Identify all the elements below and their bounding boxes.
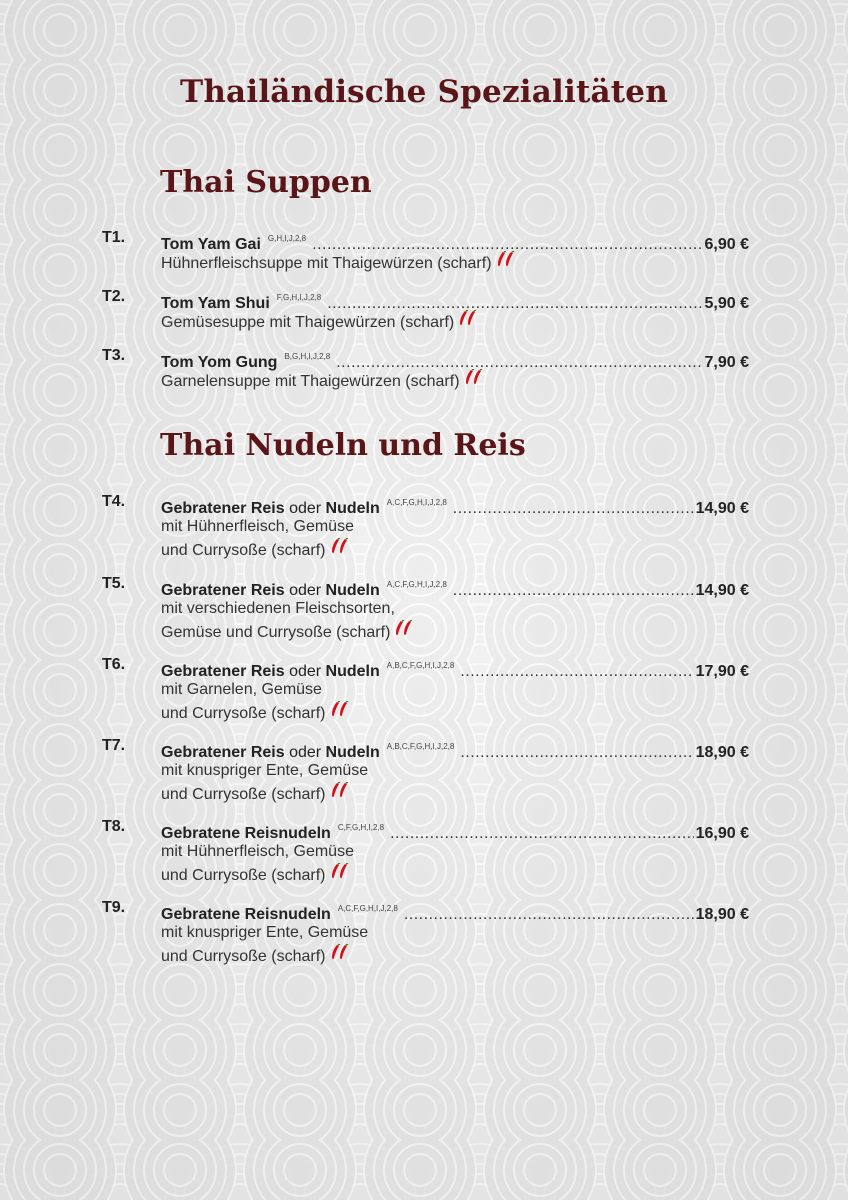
allergen-codes: F,G,H,I,J,2,8 (276, 293, 322, 302)
allergen-codes: C,F,G,H,I,2,8 (337, 823, 385, 832)
section-title-thai-nudeln-und-reis: Thai Nudeln und Reis (160, 428, 526, 463)
item-description-line: Hühnerfleischsuppe mit Thaigewürzen (scharf) (161, 255, 492, 272)
item-price: 14,90 € (695, 500, 749, 517)
item-code: T8. (102, 818, 126, 835)
item-name-part: Gebratener Reis (161, 663, 285, 680)
item-name-part: Gebratener Reis (161, 744, 285, 761)
item-code: T6. (102, 656, 126, 673)
item-name-connector: oder (289, 582, 322, 599)
allergen-codes: A,B,C,F,G,H,I,J,2,8 (386, 661, 455, 670)
chili-pepper-icon (330, 863, 352, 881)
chili-pepper-icon (330, 701, 352, 719)
chili-pepper-icon (464, 369, 486, 387)
item-description (161, 678, 581, 725)
item-description-line: und Currysoße (scharf) (161, 786, 326, 803)
item-description (161, 251, 581, 275)
allergen-codes: B,G,H,I,J,2,8 (284, 352, 331, 361)
item-price: 7,90 € (704, 354, 749, 371)
item-name: Tom Yom Gung (161, 354, 278, 371)
item-code: T4. (102, 493, 126, 510)
item-code: T2. (102, 288, 126, 305)
item-price: 14,90 € (695, 582, 749, 599)
item-name-connector: oder (289, 663, 322, 680)
item-name-connector: oder (289, 744, 322, 761)
chili-pepper-icon (458, 310, 480, 328)
chili-pepper-icon (496, 251, 518, 269)
item-description (161, 921, 581, 968)
item-description-line: und Currysoße (scharf) (161, 867, 326, 884)
allergen-codes: A,C,F,G,H,I,J,2,8 (386, 580, 447, 589)
item-code: T7. (102, 737, 126, 754)
page-title: Thailändische Spezialitäten (180, 74, 668, 110)
item-description-line: Gemüsesuppe mit Thaigewürzen (scharf) (161, 314, 455, 331)
item-name-part: Gebratener Reis (161, 500, 285, 517)
item-name-part: Nudeln (325, 582, 380, 599)
item-price: 5,90 € (704, 295, 749, 312)
item-price: 16,90 € (695, 825, 749, 842)
allergen-codes: G,H,I,J,2,8 (267, 234, 307, 243)
item-price: 18,90 € (695, 906, 749, 923)
item-name: Tom Yam Shui (161, 295, 270, 312)
item-code: T5. (102, 575, 126, 592)
item-price: 18,90 € (695, 744, 749, 761)
chili-pepper-icon (330, 782, 352, 800)
item-code: T3. (102, 347, 126, 364)
item-description-line: mit knuspriger Ente, Gemüse (161, 762, 369, 779)
allergen-codes: A,C,F,G,H,I,J,2,8 (386, 498, 447, 507)
allergen-codes: A,B,C,F,G,H,I,J,2,8 (386, 742, 455, 751)
item-description (161, 759, 581, 806)
item-name-part: Nudeln (325, 500, 380, 517)
item-code: T1. (102, 229, 126, 246)
item-name: Gebratene Reisnudeln (161, 825, 331, 842)
item-name-part: Gebratener Reis (161, 582, 285, 599)
item-description-line: mit Hühnerfleisch, Gemüse (161, 843, 354, 860)
item-description-line: Garnelensuppe mit Thaigewürzen (scharf) (161, 373, 460, 390)
item-price: 6,90 € (704, 236, 749, 253)
item-name-connector: oder (289, 500, 322, 517)
item-name-part: Nudeln (325, 663, 380, 680)
item-description (161, 597, 581, 644)
item-description (161, 515, 581, 562)
item-description (161, 840, 581, 887)
item-name-part: Nudeln (325, 744, 380, 761)
item-description-line: mit Garnelen, Gemüse (161, 681, 322, 698)
item-name: Tom Yam Gai (161, 236, 261, 253)
item-description-line: mit Hühnerfleisch, Gemüse (161, 518, 354, 535)
item-description-line: und Currysoße (scharf) (161, 948, 326, 965)
item-description-line: mit knuspriger Ente, Gemüse (161, 924, 369, 941)
allergen-codes: A,C,F,G,H,I,J,2,8 (337, 904, 398, 913)
item-description (161, 310, 581, 334)
chili-pepper-icon (330, 944, 352, 962)
chili-pepper-icon (394, 620, 416, 638)
item-description-line: und Currysoße (scharf) (161, 542, 326, 559)
item-description-line: und Currysoße (scharf) (161, 705, 326, 722)
chili-pepper-icon (330, 538, 352, 556)
item-code: T9. (102, 899, 126, 916)
item-description-line: mit verschiedenen Fleischsorten, (161, 600, 395, 617)
item-name: Gebratene Reisnudeln (161, 906, 331, 923)
item-description (161, 369, 581, 393)
section-title-thai-suppen: Thai Suppen (160, 165, 372, 200)
item-description-line: Gemüse und Currysoße (scharf) (161, 624, 391, 641)
item-price: 17,90 € (695, 663, 749, 680)
